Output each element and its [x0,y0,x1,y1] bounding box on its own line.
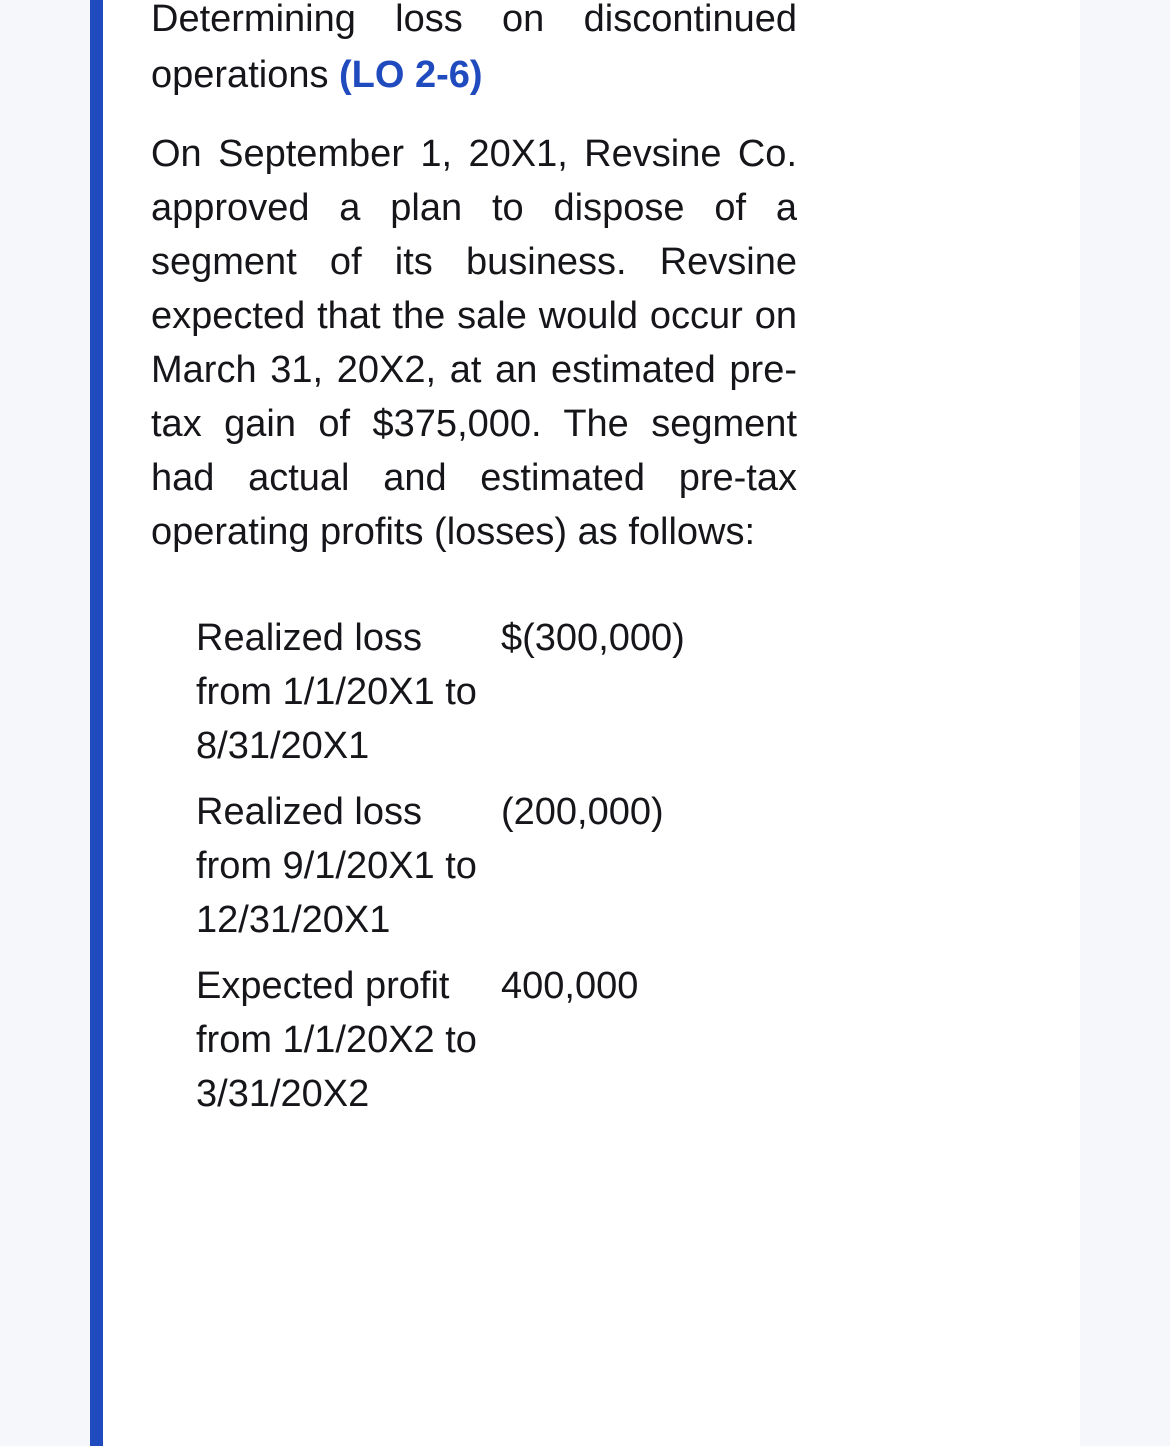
problem-heading [151,0,797,103]
row-value: (200,000) [501,791,664,833]
figures-table [196,611,756,1121]
table-row [196,785,756,947]
learning-objective-ref: (LO 2-6) [339,54,483,96]
table-row [196,611,756,773]
row-label: Realized loss from 1/1/20X1 to 8/31/20X1 [196,617,477,767]
row-value: 400,000 [501,965,639,1007]
problem-body: On September 1, 20X1, Revsine Co. approved a plan to dispose of a segment of its business. Revsine expected that the sale would occur on March 31, 20X2, at an estimated pre-tax gain of $375,000. The segment had actual and estimated pre-tax operating profits (losses) as follows: [151,133,797,553]
problem-title: Determining loss on discontinued operations [151,0,797,96]
problem-card [90,0,1080,1446]
table-row [196,959,756,1121]
row-label: Realized loss from 9/1/20X1 to 12/31/20X1 [196,791,477,941]
problem-content [151,0,797,1133]
row-value: $(300,000) [501,617,685,659]
accent-bar [90,0,103,1446]
row-label: Expected profit from 1/1/20X2 to 3/31/20X2 [196,965,477,1115]
